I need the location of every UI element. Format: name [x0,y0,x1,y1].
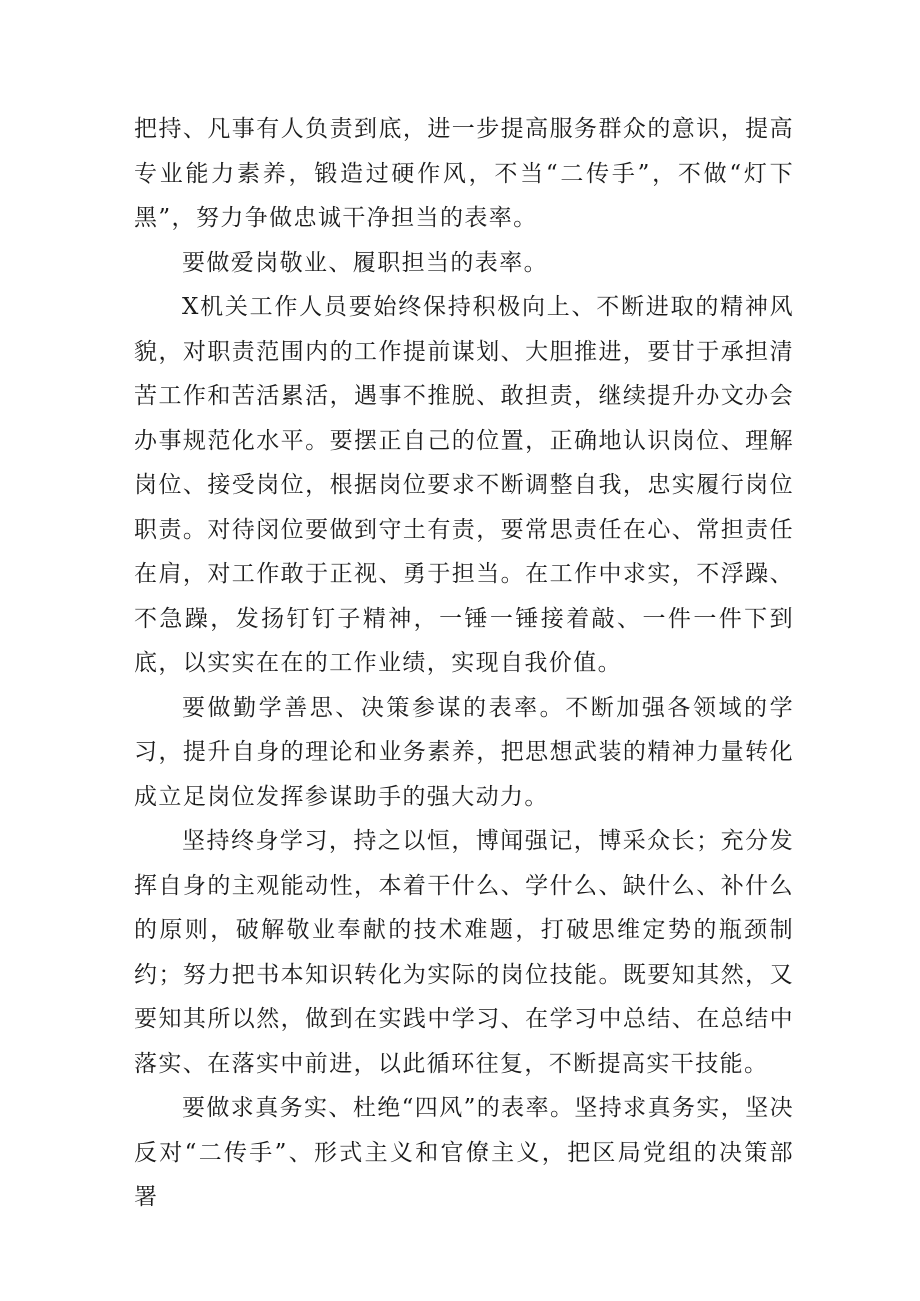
paragraph-continuation: 把持、凡事有人负责到底，进一步提高服务群众的意识，提高专业能力素养，锻造过硬作风，不当“二传手”，不做“灯下黑”，努力争做忠诚干净担当的表率。 [134,116,794,231]
paragraph-pragmatism: 要做求真务实、杜绝“四风”的表率。坚持求真务实，坚决反对“二传手”、形式主义和官僚主义，把区局党组的决策部署 [134,1095,794,1210]
document-body [134,107,794,1220]
paragraph-dedication-body: X机关工作人员要始终保持积极向上、不断进取的精神风貌，对职责范围内的工作提前谋划、大胆推进，要甘于承担清苦工作和苦活累活，遇事不推脱、敢担责，继续提升办文办会办事规范化水平。要摆正自己的位置，正确地认识岗位、理解岗位、接受岗位，根据岗位要求不断调整自我，忠实履行岗位职责。对待闵位要做到守土有责，要常思责任在心、常担责任在肩，对工作敢于正视、勇于担当。在工作中求实，不浮躁、不急躁，发扬钉钉子精神，一锤一锤接着敲、一件一件下到底，以实实在在的工作业绩，实现自我价值。 [134,294,794,676]
paragraph-lifelong-learning: 坚持终身学习，持之以恒，博闻强记，博采众长；充分发挥自身的主观能动性，本着干什么、学什么、缺什么、补什么的原则，破解敬业奉献的技术难题，打破思维定势的瓶颈制约；努力把书本知识转化为实际的岗位技能。既要知其然，又要知其所以然，做到在实践中学习、在学习中总结、在总结中落实、在落实中前进，以此循环往复，不断提高实干技能。 [134,828,794,1077]
paragraph-learning: 要做勤学善思、决策参谋的表率。不断加强各领域的学习，提升自身的理论和业务素养，把思想武装的精神力量转化成立足岗位发挥参谋助手的强大动力。 [134,694,794,810]
paragraph-heading-dedication: 要做爱岗敬业、履职担当的表率。 [182,249,548,276]
